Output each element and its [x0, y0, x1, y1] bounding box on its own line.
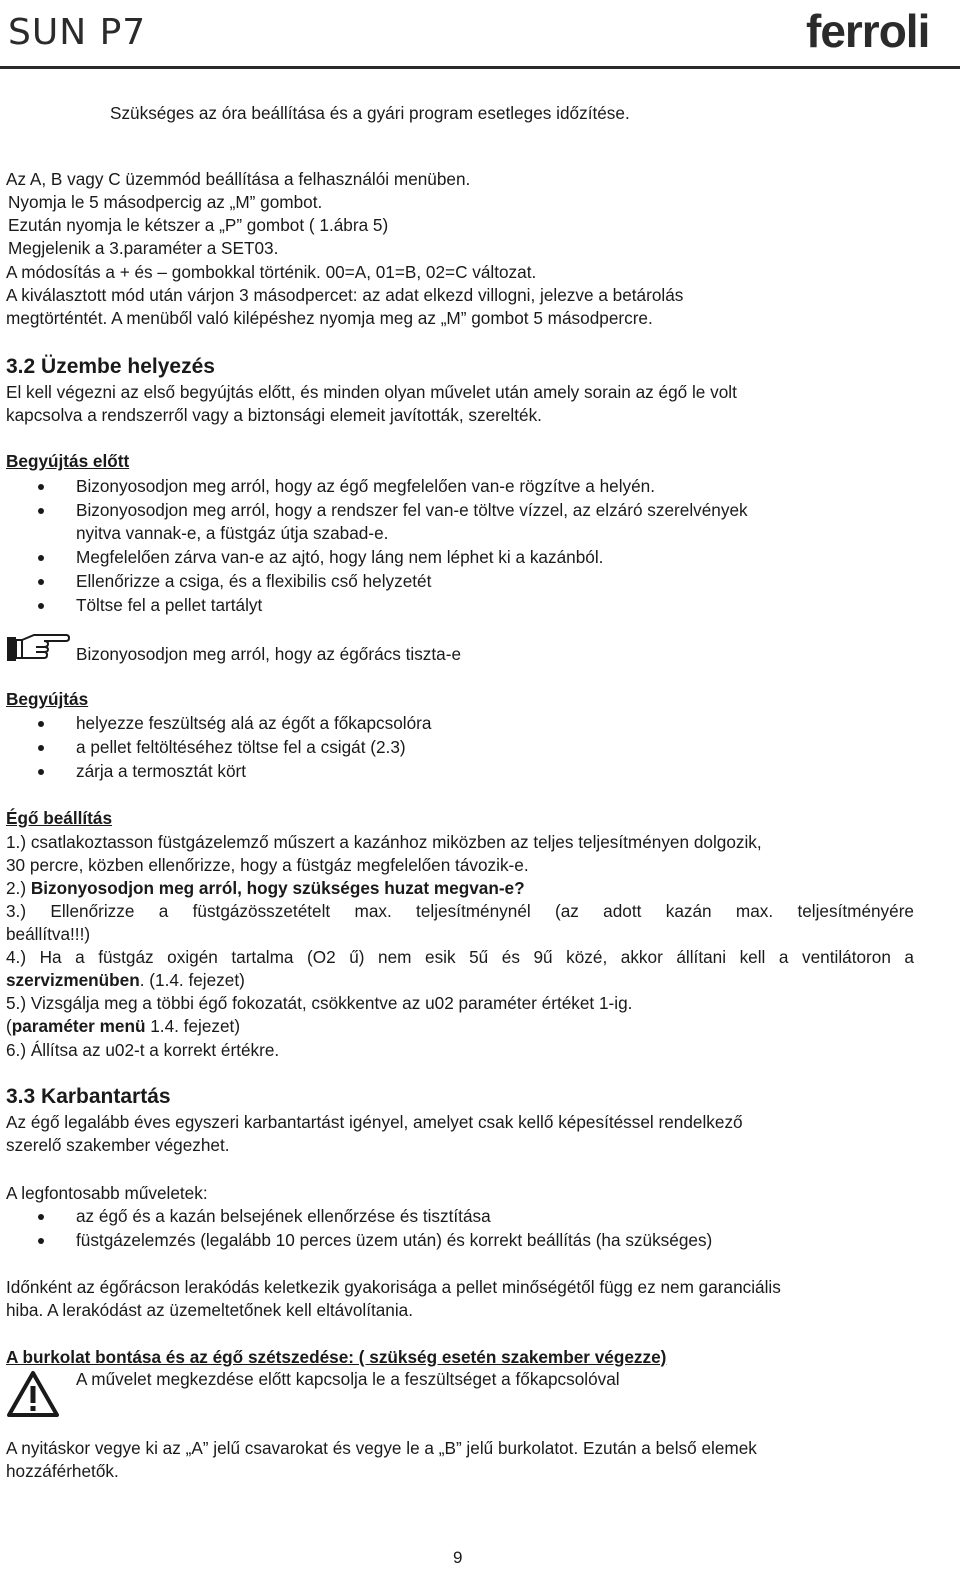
opening-text-1: A nyitáskor vegye ki az „A” jelű csavarokat és vegye le a „B” jelű burkolatot. Ezután a belső elemek — [6, 1438, 757, 1458]
setting-step-5b — [6, 1015, 240, 1038]
section-3-2-title: 3.2 Üzembe helyezés — [6, 355, 215, 378]
intro-text: Szükséges az óra beállítása és a gyári program esetleges időzítése. — [110, 103, 630, 123]
bullet-dot — [38, 555, 44, 561]
before-item-2: Bizonyosodjon meg arról, hogy a rendszer fel van-e töltve vízzel, az elzáró szerelvények — [76, 500, 748, 520]
deposit-text-1: Időnként az égőrácson lerakódás keletkezik gyakorisága a pellet minőségétől függ ez nem garanciális — [6, 1277, 781, 1297]
mode-line-4: Megjelenik a 3.paraméter a SET03. — [8, 238, 279, 258]
ignition-item-1: helyezze feszültség alá az égőt a főkapcsolóra — [76, 713, 432, 733]
setting-step-5b-open: ( — [6, 1016, 12, 1036]
bullet-dot — [38, 721, 44, 727]
section-3-3-text-2: szerelő szakember végezhet. — [6, 1135, 230, 1155]
before-item-2-cont: nyitva vannak-e, a füstgáz útja szabad-e. — [76, 523, 389, 543]
setting-step-4a: 4.) Ha a füstgáz oxigén tartalma (O2 ű) nem esik 5ű és 9ű közé, akkor állítani kell a ventilátoron a — [6, 947, 914, 967]
setting-step-5b-rest: 1.4. fejezet) — [145, 1016, 241, 1036]
disassembly-heading: A burkolat bontása és az égő szétszedése: ( szükség esetén szakember végezze) — [6, 1347, 667, 1367]
mode-line-2: Nyomja le 5 másodpercig az „M” gombot. — [8, 192, 323, 212]
mode-line-7: megtörténtét. A menüből való kilépéshez nyomja meg az „M” gombot 5 másodpercre. — [6, 308, 653, 328]
burner-setting-heading: Égő beállítás — [6, 808, 113, 828]
deposit-text-2: hiba. A lerakódást az üzemeltetőnek kell eltávolítania. — [6, 1300, 414, 1320]
setting-step-1b: 30 percre, közben ellenőrizze, hogy a füstgáz megfelelően távozik-e. — [6, 855, 529, 875]
before-item-5: Töltse fel a pellet tartályt — [76, 595, 263, 615]
section-3-2-text-1: El kell végezni az első begyújtás előtt, és minden olyan művelet után amely sorain az égő le volt — [6, 382, 737, 402]
ferroli-logo: ferroli — [806, 5, 930, 57]
before-item-4: Ellenőrizze a csiga, és a flexibilis cső helyzetét — [76, 571, 432, 591]
pointing-hand-icon — [6, 631, 70, 665]
setting-step-4b — [6, 969, 245, 992]
mode-line-1: Az A, B vagy C üzemmód beállítása a felhasználói menüben. — [6, 169, 471, 189]
operation-item-2: füstgázelemzés (legalább 10 perces üzem után) és korrekt beállítás (ha szükséges) — [76, 1230, 713, 1250]
section-3-2-text-2: kapcsolva a rendszerről vagy a biztonsági elemeit javították, szerelték. — [6, 405, 542, 425]
warning-triangle-icon — [6, 1370, 60, 1418]
bullet-dot — [38, 579, 44, 585]
opening-text-2: hozzáférhetők. — [6, 1461, 119, 1481]
setting-step-2 — [6, 877, 525, 900]
setting-step-3a: 3.) Ellenőrizze a füstgázösszetételt max. teljesítménynél (az adott kazán max. teljesítményére — [6, 901, 914, 921]
section-3-3-title: 3.3 Karbantartás — [6, 1085, 171, 1108]
page-number: 9 — [453, 1548, 463, 1567]
bullet-dot — [38, 484, 44, 490]
setting-step-6: 6.) Állítsa az u02-t a korrekt értékre. — [6, 1040, 280, 1060]
setting-step-5a: 5.) Vizsgálja meg a többi égő fokozatát, csökkentve az u02 paraméter értéket 1-ig. — [6, 993, 633, 1013]
before-item-3: Megfelelően zárva van-e az ajtó, hogy láng nem léphet ki a kazánból. — [76, 547, 604, 567]
setting-step-1a: 1.) csatlakoztasson füstgázelemző műszert a kazánhoz miközben az teljes teljesítményen dolgozik, — [6, 832, 762, 852]
before-ignition-heading: Begyújtás előtt — [6, 451, 130, 471]
operation-item-1: az égő és a kazán belsejének ellenőrzése és tisztítása — [76, 1206, 491, 1226]
ignition-heading: Begyújtás — [6, 689, 89, 709]
header-rule — [0, 66, 960, 69]
setting-step-2-number: 2.) — [6, 878, 31, 898]
warning-text: A művelet megkezdése előtt kapcsolja le a feszültséget a főkapcsolóval — [76, 1369, 620, 1389]
bullet-dot — [38, 508, 44, 514]
section-3-3-text-1: Az égő legalább éves egyszeri karbantartást igényel, amelyet csak kellő képesítéssel rendelkező — [6, 1112, 743, 1132]
burner-grate-note: Bizonyosodjon meg arról, hogy az égőrács tiszta-e — [76, 644, 462, 664]
setting-step-4b-rest: . (1.4. fejezet) — [139, 970, 245, 990]
service-menu-term: szervizmenüben — [6, 970, 140, 990]
ignition-item-2: a pellet feltöltéséhez töltse fel a csigát (2.3) — [76, 737, 406, 757]
bullet-dot — [38, 1214, 44, 1220]
document-model-title: SUN P7 — [8, 12, 147, 53]
setting-step-3b: beállítva!!!) — [6, 924, 91, 944]
setting-step-2-text: Bizonyosodjon meg arról, hogy szükséges huzat megvan-e? — [30, 878, 525, 898]
mode-line-5: A módosítás a + és – gombokkal történik. 00=A, 01=B, 02=C változat. — [6, 262, 537, 282]
parameter-menu-term: paraméter menü — [11, 1016, 146, 1036]
operations-heading: A legfontosabb műveletek: — [6, 1183, 208, 1203]
bullet-dot — [38, 745, 44, 751]
mode-line-3: Ezután nyomja le kétszer a „P” gombot ( 1.ábra 5) — [8, 215, 389, 235]
mode-line-6: A kiválasztott mód után várjon 3 másodpercet: az adat elkezd villogni, jelezve a betárolás — [6, 285, 684, 305]
bullet-dot — [38, 1238, 44, 1244]
bullet-dot — [38, 769, 44, 775]
bullet-dot — [38, 603, 44, 609]
ignition-item-3: zárja a termosztát kört — [76, 761, 247, 781]
before-item-1: Bizonyosodjon meg arról, hogy az égő megfelelően van-e rögzítve a helyén. — [76, 476, 655, 496]
